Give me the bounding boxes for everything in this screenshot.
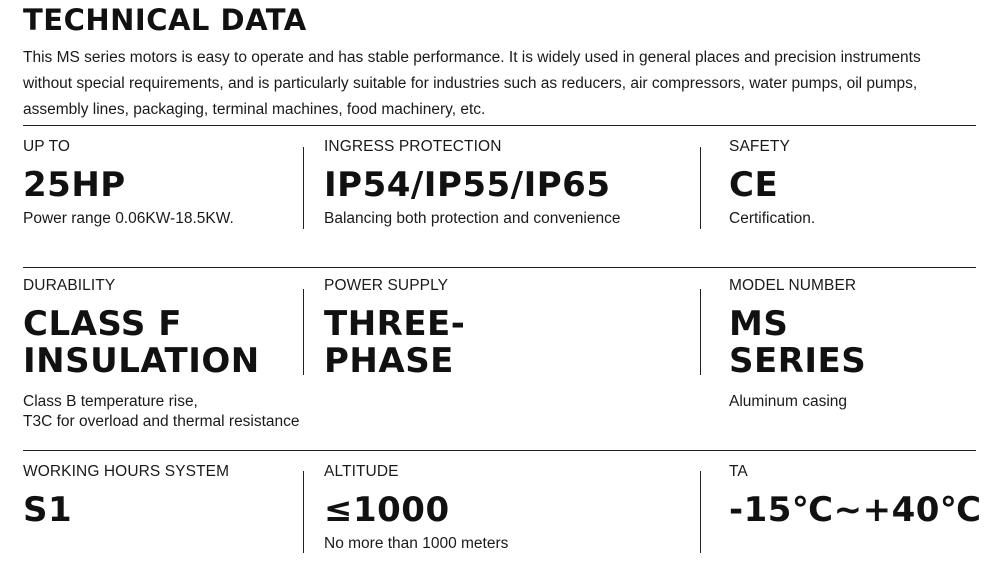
intro-line: assembly lines, packaging, terminal machines, food machinery, etc. bbox=[23, 101, 486, 118]
spec-label: ALTITUDE bbox=[324, 463, 399, 480]
row-divider bbox=[23, 125, 976, 126]
spec-label: INGRESS PROTECTION bbox=[324, 138, 502, 155]
column-divider bbox=[303, 289, 304, 375]
column-divider bbox=[303, 147, 304, 229]
column-divider bbox=[700, 471, 701, 553]
spec-cell-up-to bbox=[23, 138, 234, 229]
spec-description: No more than 1000 meters bbox=[324, 535, 509, 552]
spec-value: IP54/IP55/IP65 bbox=[324, 165, 611, 205]
spec-label: UP TO bbox=[23, 138, 71, 155]
spec-label: DURABILITY bbox=[23, 277, 116, 294]
spec-value: 25HP bbox=[23, 165, 126, 205]
spec-label: SAFETY bbox=[729, 138, 790, 155]
spec-cell-durability bbox=[23, 277, 300, 432]
spec-cell-safety bbox=[729, 138, 815, 229]
row-divider bbox=[23, 267, 976, 268]
spec-value: -15℃~+40℃ bbox=[729, 490, 982, 530]
intro-line: without special requirements, and is particularly suitable for industries such as reducers, air compressors, water pumps, oil pumps, bbox=[23, 75, 918, 92]
spec-cell-altitude bbox=[324, 463, 508, 554]
spec-value: CE bbox=[729, 165, 779, 205]
intro-paragraph bbox=[23, 45, 978, 123]
spec-value: THREE- PHASE bbox=[324, 304, 466, 381]
spec-cell-working-hours bbox=[23, 463, 229, 529]
spec-description: Aluminum casing bbox=[729, 393, 848, 410]
row-divider bbox=[23, 450, 976, 451]
column-divider bbox=[700, 289, 701, 375]
intro-line: This MS series motors is easy to operate and has stable performance. It is widely used in general places and precision instruments bbox=[23, 49, 921, 66]
spec-description: Balancing both protection and convenience bbox=[324, 210, 621, 227]
spec-label: TA bbox=[729, 463, 748, 480]
spec-description: Power range 0.06KW-18.5KW. bbox=[23, 210, 234, 227]
spec-label: POWER SUPPLY bbox=[324, 277, 449, 294]
spec-cell-ingress-protection bbox=[324, 138, 620, 229]
spec-cell-model-number bbox=[729, 277, 866, 412]
spec-description: Class B temperature rise, T3C for overload and thermal resistance bbox=[23, 393, 300, 430]
spec-value: ≤1000 bbox=[324, 490, 450, 530]
spec-value: S1 bbox=[23, 490, 73, 530]
column-divider bbox=[303, 471, 304, 553]
page-title: TECHNICAL DATA bbox=[23, 3, 307, 37]
spec-description: Certification. bbox=[729, 210, 816, 227]
spec-value: MS SERIES bbox=[729, 304, 867, 381]
spec-cell-ta bbox=[729, 463, 982, 529]
spec-label: WORKING HOURS SYSTEM bbox=[23, 463, 230, 480]
spec-cell-power-supply bbox=[324, 277, 465, 380]
spec-value: CLASS F INSULATION bbox=[23, 304, 260, 381]
column-divider bbox=[700, 147, 701, 229]
spec-label: MODEL NUMBER bbox=[729, 277, 857, 294]
